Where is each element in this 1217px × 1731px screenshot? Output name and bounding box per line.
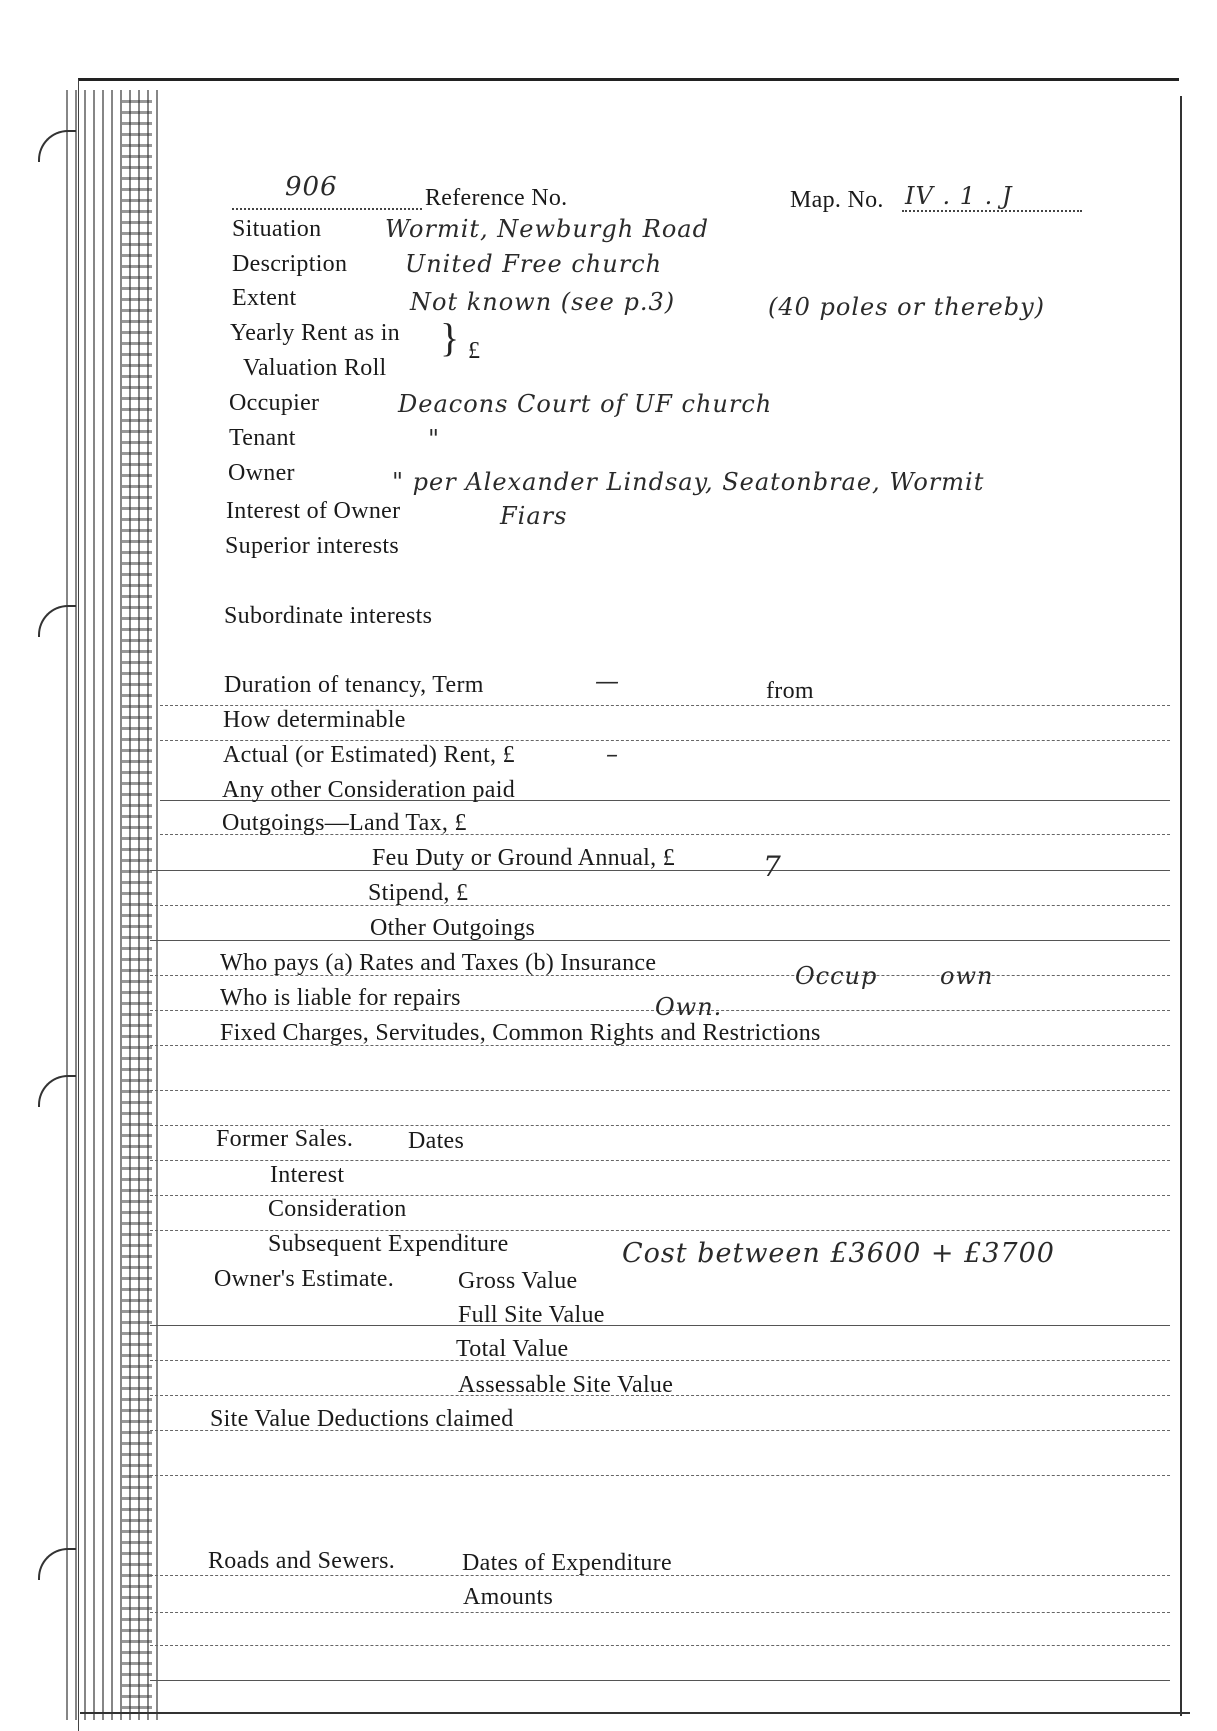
binder-hole-1 [38,130,76,162]
subordinate-label: Subordinate interests [224,603,433,629]
rule-line [150,1680,1170,1681]
extent-value: Not known (see p.3) [410,288,676,316]
binder-hole-2 [38,605,76,637]
map-number: IV . 1 . J [905,182,1013,210]
yearly-rent-label-2: Valuation Roll [243,355,387,381]
page-right-edge [1180,96,1182,1716]
rule-line [150,1090,1170,1091]
duration-label: Duration of tenancy, Term [224,672,484,698]
owners-estimate-label: Owner's Estimate. [214,1266,395,1292]
assessable-label: Assessable Site Value [458,1372,674,1398]
amounts-label: Amounts [463,1584,554,1610]
who-pays-rates: Occup [795,962,878,990]
reference-dotline [232,208,422,210]
extent-note: (40 poles or thereby) [768,293,1045,321]
rent-value: – [606,740,619,768]
tenant-label: Tenant [229,425,296,451]
owner-value: " per Alexander Lindsay, Seatonbrae, Wormit [392,468,985,496]
repairs-label: Who is liable for repairs [220,985,461,1011]
fixed-charges-label: Fixed Charges, Servitudes, Common Rights and Restrictions [220,1020,821,1046]
yearly-rent-currency: £ [468,338,481,364]
outgoings-label: Outgoings—Land Tax, £ [222,810,467,836]
from-label: from [766,678,814,704]
description-label: Description [232,251,348,277]
situation-value: Wormit, Newburgh Road [385,215,709,243]
rule-line [150,1645,1170,1646]
binder-hole-3 [38,1075,76,1107]
superior-label: Superior interests [225,533,400,559]
dates-label: Dates [408,1128,465,1154]
subsequent-label: Subsequent Expenditure [268,1231,509,1257]
who-pays-label: Who pays (a) Rates and Taxes (b) Insurance [220,950,657,976]
rule-line [150,1360,1170,1361]
tenant-value: " [428,425,441,453]
who-pays-insurance: own [940,962,994,990]
reference-number: 906 [285,172,338,202]
feu-duty-label: Feu Duty or Ground Annual, £ [372,845,676,871]
other-consideration-label: Any other Consideration paid [222,777,516,803]
situation-label: Situation [232,216,322,242]
subsequent-value: Cost between £3600 + £3700 [622,1238,1055,1269]
interest-owner-value: Fiars [500,502,568,530]
rule-line [160,740,1170,741]
rule-line [160,705,1170,706]
repairs-value: Own. [655,993,723,1021]
occupier-label: Occupier [229,390,320,416]
full-site-label: Full Site Value [458,1302,605,1328]
page-bottom-edge [80,1712,1190,1714]
dates-expenditure-label: Dates of Expenditure [462,1550,672,1576]
other-outgoings-label: Other Outgoings [370,915,536,941]
duration-value: — [595,667,620,695]
interest-owner-label: Interest of Owner [226,498,401,524]
occupier-value: Deacons Court of UF church [398,390,773,418]
rent-label: Actual (or Estimated) Rent, £ [223,742,515,768]
former-sales-label: Former Sales. [216,1126,354,1152]
feu-duty-value: 7 [763,850,782,883]
stipend-label: Stipend, £ [368,880,469,906]
brace-glyph: } [440,315,460,360]
roads-label: Roads and Sewers. [208,1548,396,1574]
gross-value-label: Gross Value [458,1268,578,1294]
rule-line [150,1475,1170,1476]
description-value: United Free church [405,250,663,278]
rule-line [150,940,1170,941]
consideration-label: Consideration [268,1196,407,1222]
rule-line [150,1325,1170,1326]
interest-label: Interest [270,1162,345,1188]
rule-line [150,905,1170,906]
extent-label: Extent [232,285,297,311]
binder-hole-4 [38,1548,76,1580]
yearly-rent-label-1: Yearly Rent as in [230,320,400,346]
deductions-label: Site Value Deductions claimed [210,1406,514,1432]
map-dotline [902,210,1082,212]
owner-label: Owner [228,460,295,486]
reference-label: Reference No. [425,185,568,211]
rule-line [150,1612,1170,1613]
rule-line [150,1160,1170,1161]
total-value-label: Total Value [456,1336,569,1362]
map-label: Map. No. [790,187,884,213]
determinable-label: How determinable [223,707,406,733]
